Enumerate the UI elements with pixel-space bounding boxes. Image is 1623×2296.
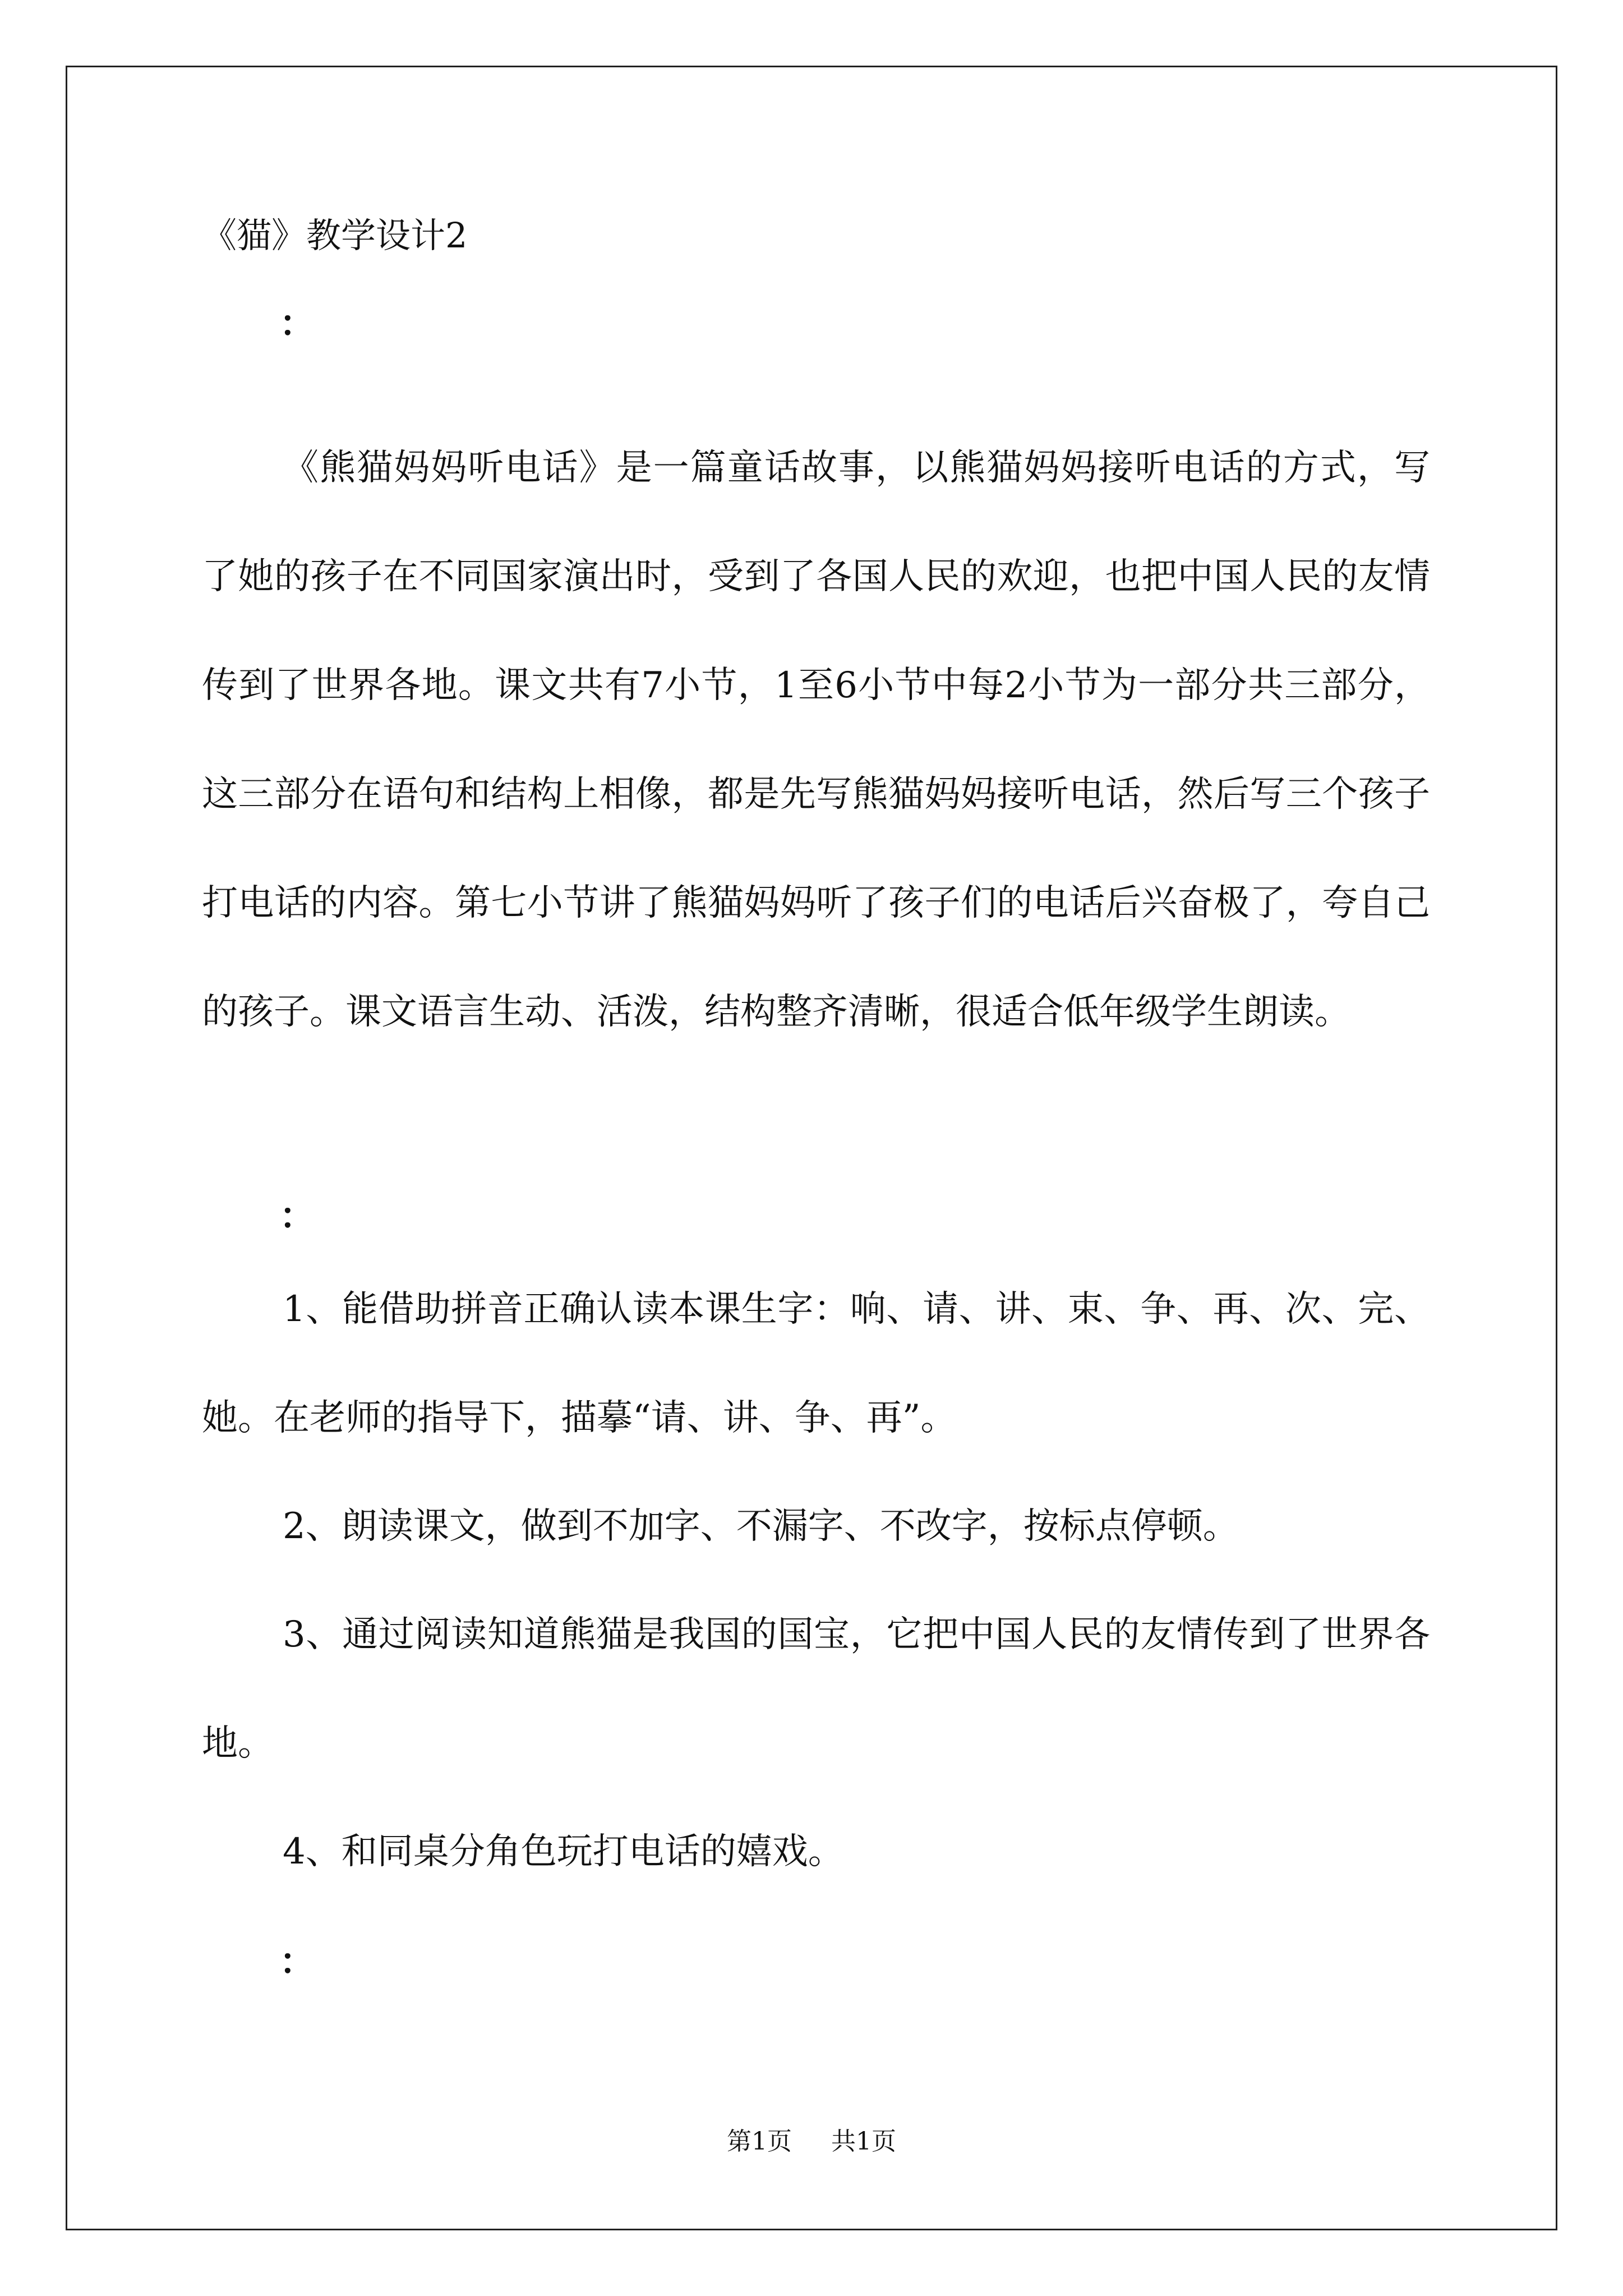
section-marker-1: ： — [279, 303, 315, 345]
objective-item-2: 2、朗读课文，做到不加字、不漏字、不改字，按标点停顿。 — [283, 1506, 1239, 1547]
objective-item-3: 3、通过阅读知道熊猫是我国的国宝，它把中国人民的友情传到了世界各地。 — [202, 1614, 1430, 1764]
section-marker-2: ： — [279, 1195, 315, 1237]
section-marker-3: ： — [279, 1941, 315, 1983]
document-title: 《猫》教学设计2 — [202, 215, 468, 256]
objective-item-4: 4、和同桌分角色玩打电话的嬉戏。 — [283, 1831, 844, 1872]
page-number: 第1页 — [727, 2127, 792, 2156]
page-total: 共1页 — [831, 2127, 896, 2156]
intro-paragraph: 《熊猫妈妈听电话》是一篇童话故事，以熊猫妈妈接听电话的方式，写了她的孩子在不同国家演出时，受到了各国人民的欢迎，也把中国人民的友情传到了世界各地。课文共有7小节，1至6小节中每2小节为一部分共三部分，这三部分在语句和结构上相像，都是先写熊猫妈妈接听电话，然后写三个孩子打电话的内容。第七小节讲了熊猫妈妈听了孩子们的电话后兴奋极了，夸自己的孩子。课文语言生动、活泼，结构整齐清晰，很适合低年级学生朗读。 — [202, 447, 1430, 1033]
objective-item-1: 1、能借助拼音正确认读本课生字：响、请、讲、束、争、再、次、完、她。在老师的指导下，描摹“请、讲、争、再”。 — [202, 1289, 1430, 1439]
page-footer — [0, 2129, 1623, 2154]
